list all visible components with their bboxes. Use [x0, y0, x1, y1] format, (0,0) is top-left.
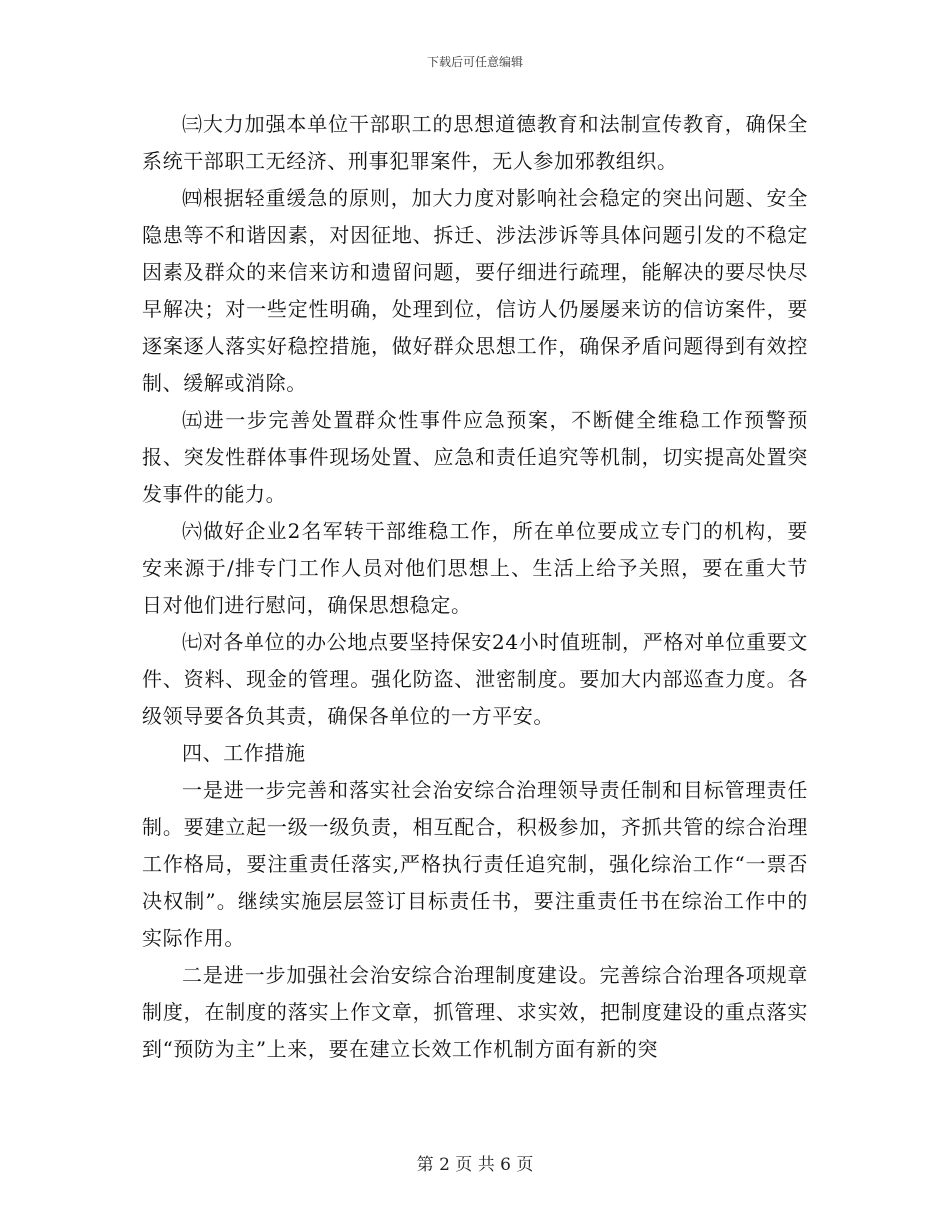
- paragraph-item-5: ㈤进一步完善处置群众性事件应急预案，不断健全维稳工作预警预报、突发性群体事件现场处置、应急和责任追究等机制，切实提高处置突发事件的能力。: [142, 408, 808, 506]
- page-header: 下载后可任意编辑: [426, 55, 523, 69]
- paragraph-item-6: ㈥做好企业2名军转干部维稳工作，所在单位要成立专门的机构，要安来源于/排专门工作人员对他们思想上、生活上给予关照，要在重大节日对他们进行慰问，确保思想稳定。: [142, 519, 808, 617]
- paragraph-item-3: ㈢大力加强本单位干部职工的思想道德教育和法制宣传教育，确保全系统干部职工无经济、刑事犯罪案件，无人参加邪教组织。: [142, 112, 808, 173]
- section-heading-measures: 四、工作措施: [182, 741, 306, 765]
- paragraph-item-4: ㈣根据轻重缓急的原则，加大力度对影响社会稳定的突出问题、安全隐患等不和谐因素，对因征地、拆迁、涉法涉诉等具体问题引发的不稳定因素及群众的来信来访和遗留问题，要仔细进行疏理，能解决的要尽快尽早解决；对一些定性明确，处理到位，信访人仍屡屡来访的信访案件，要逐案逐人落实好稳控措施，做好群众思想工作，确保矛盾问题得到有效控制、缓解或消除。: [142, 186, 808, 395]
- paragraph-measure-1: 一是进一步完善和落实社会治安综合治理领导责任制和目标管理责任制。要建立起一级一级负责，相互配合，积极参加，齐抓共管的综合治理工作格局，要注重责任落实,严格执行责任追究制，强化综治工作“一票否决权制”。继续实施层层签订目标责任书，要注重责任书在综治工作中的实际作用。: [142, 778, 808, 950]
- paragraph-measure-2: 二是进一步加强社会治安综合治理制度建设。完善综合治理各项规章制度，在制度的落实上作文章，抓管理、求实效，把制度建设的重点落实到“预防为主”上来，要在建立长效工作机制方面有新的突: [142, 963, 808, 1061]
- paragraph-item-7: ㈦对各单位的办公地点要坚持保安24小时值班制，严格对单位重要文件、资料、现金的管理。强化防盗、泄密制度。要加大内部巡查力度。各级领导要各负其责，确保各单位的一方平安。: [142, 630, 808, 728]
- document-body: [142, 106, 808, 1068]
- page-number: 第 2 页 共 6 页: [416, 1155, 534, 1175]
